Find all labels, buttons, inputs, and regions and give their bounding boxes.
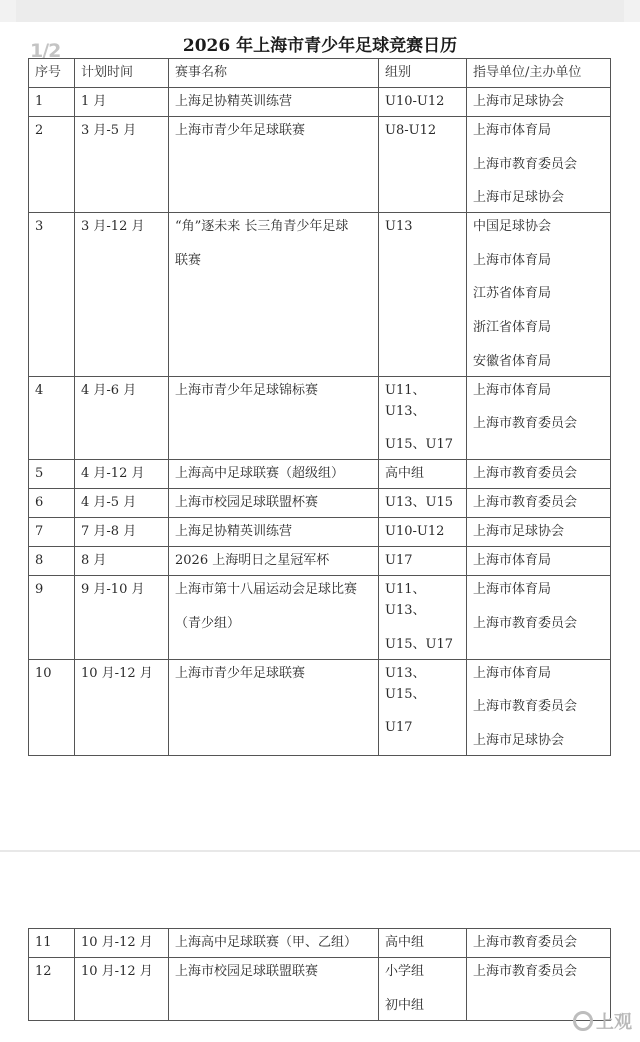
cell-org [467,376,611,460]
group-line: U8-U12 [385,123,437,138]
org-line: 上海市体育局 [473,382,552,398]
org-line: 上海市体育局 [473,582,552,598]
table-row [29,88,611,117]
table-row [29,659,611,755]
table-row [29,576,611,660]
cell-no: 6 [29,489,75,518]
name-line: 上海高中足球联赛（甲、乙组） [175,935,358,950]
cell-no: 4 [29,376,75,460]
cell-org [467,88,611,117]
org-line: 上海市足球协会 [473,190,565,206]
cell-no: 9 [29,576,75,660]
cell-time: 8 月 [75,547,169,576]
org-line: 上海市教育委员会 [473,699,578,715]
name-line: 上海市校园足球联盟联赛 [175,964,319,979]
group-line: 小学组 [385,964,425,979]
cell-name [169,958,379,1021]
cell-no: 12 [29,958,75,1021]
cell-time: 1 月 [75,88,169,117]
table-row [29,929,611,958]
org-line: 上海市体育局 [473,252,552,268]
watermark [573,1008,632,1034]
table-row [29,117,611,213]
cell-time: 10 月-12 月 [75,659,169,755]
cell-time: 3 月-5 月 [75,117,169,213]
name-line: 联赛 [175,252,202,268]
top-bar [0,0,640,22]
org-line: 上海市教育委员会 [473,964,578,979]
name-line: 上海市第十八届运动会足球比赛 [175,582,358,598]
header-name: 赛事名称 [169,59,379,88]
org-line: 上海市教育委员会 [473,466,578,482]
name-line: “角”逐未来 长三角青少年足球 [175,219,349,235]
cell-name [169,460,379,489]
cell-name [169,518,379,547]
name-line: 上海足协精英训练营 [175,94,293,109]
cell-org [467,929,611,958]
cell-name [169,117,379,213]
cell-group [379,489,467,518]
cell-name [169,213,379,376]
cell-no: 1 [29,88,75,117]
header-org: 指导单位/主办单位 [467,59,611,88]
cell-group [379,518,467,547]
org-line: 上海市教育委员会 [473,156,578,172]
document-title: 2026 年上海市青少年足球竞赛日历 [182,36,458,56]
cell-group [379,376,467,460]
page-counter: 1/2 [30,40,61,62]
org-line: 中国足球协会 [473,219,552,235]
cell-group [379,213,467,376]
name-line: 上海足协精英训练营 [175,524,293,540]
cell-time: 10 月-12 月 [75,929,169,958]
header-no: 序号 [29,59,75,88]
cell-org [467,659,611,755]
cell-name [169,659,379,755]
name-line: 上海市青少年足球联赛 [175,665,306,681]
org-line: 江苏省体育局 [473,286,552,302]
cell-no: 3 [29,213,75,376]
org-line: 上海市体育局 [473,123,552,138]
name-line: 上海市校园足球联盟杯赛 [175,495,319,511]
header-group: 组别 [379,59,467,88]
cell-time: 9 月-10 月 [75,576,169,660]
group-line: U13、U15 [385,495,453,511]
org-line: 上海市体育局 [473,665,552,681]
cell-org [467,460,611,489]
org-line: 浙江省体育局 [473,319,552,335]
page-divider [0,850,640,852]
cell-no: 2 [29,117,75,213]
cell-org [467,489,611,518]
cell-group [379,88,467,117]
cell-group [379,460,467,489]
cell-time: 7 月-8 月 [75,518,169,547]
schedule-table-page-2 [28,928,611,1021]
cell-name [169,547,379,576]
group-line: 初中组 [385,997,425,1013]
table-row [29,376,611,460]
watermark-text: 上观 [596,1012,632,1033]
cell-group [379,117,467,213]
group-line: U11、U13、 [385,382,426,419]
group-line: 高中组 [385,466,425,482]
group-line: U15、U17 [385,437,453,453]
cell-no: 10 [29,659,75,755]
cell-name [169,489,379,518]
cell-name [169,376,379,460]
top-bar-strip [16,0,624,22]
group-line: U17 [385,553,413,569]
schedule-table-page-1 [28,58,611,756]
group-line: U17 [385,720,413,736]
org-line: 安徽省体育局 [473,353,552,369]
cell-group [379,929,467,958]
cell-group [379,659,467,755]
table-row [29,460,611,489]
watermark-logo-icon [573,1011,593,1031]
org-line: 上海市教育委员会 [473,935,578,950]
org-line: 上海市教育委员会 [473,416,578,432]
table-header-row [29,59,611,88]
group-line: U11、U13、 [385,582,426,619]
cell-no: 7 [29,518,75,547]
cell-org [467,547,611,576]
cell-no: 11 [29,929,75,958]
org-line: 上海市足球协会 [473,732,565,748]
name-line: 上海高中足球联赛（超级组） [175,466,345,482]
cell-org [467,518,611,547]
table-row [29,958,611,1021]
cell-name [169,576,379,660]
table-row [29,547,611,576]
cell-group [379,576,467,660]
cell-time: 4 月-5 月 [75,489,169,518]
group-line: U13、U15、 [385,665,426,702]
cell-name [169,88,379,117]
cell-time: 10 月-12 月 [75,958,169,1021]
name-line: 上海市青少年足球联赛 [175,123,306,138]
cell-time: 4 月-6 月 [75,376,169,460]
cell-org [467,576,611,660]
group-line: U10-U12 [385,524,445,540]
group-line: U15、U17 [385,636,453,652]
org-line: 上海市足球协会 [473,94,565,109]
table-row [29,518,611,547]
cell-group [379,547,467,576]
table-row [29,213,611,376]
group-line: 高中组 [385,935,425,950]
name-line: 上海市青少年足球锦标赛 [175,382,319,398]
name-line: 2026 上海明日之星冠军杯 [175,553,330,569]
cell-name [169,929,379,958]
cell-no: 5 [29,460,75,489]
name-line: （青少组） [175,615,241,631]
cell-no: 8 [29,547,75,576]
cell-time: 3 月-12 月 [75,213,169,376]
cell-org [467,117,611,213]
group-line: U10-U12 [385,94,445,109]
org-line: 上海市体育局 [473,553,552,569]
table-row [29,489,611,518]
cell-time: 4 月-12 月 [75,460,169,489]
org-line: 上海市教育委员会 [473,495,578,511]
org-line: 上海市教育委员会 [473,615,578,631]
cell-group [379,958,467,1021]
header-time: 计划时间 [75,59,169,88]
group-line: U13 [385,219,413,235]
org-line: 上海市足球协会 [473,524,565,540]
cell-org [467,213,611,376]
